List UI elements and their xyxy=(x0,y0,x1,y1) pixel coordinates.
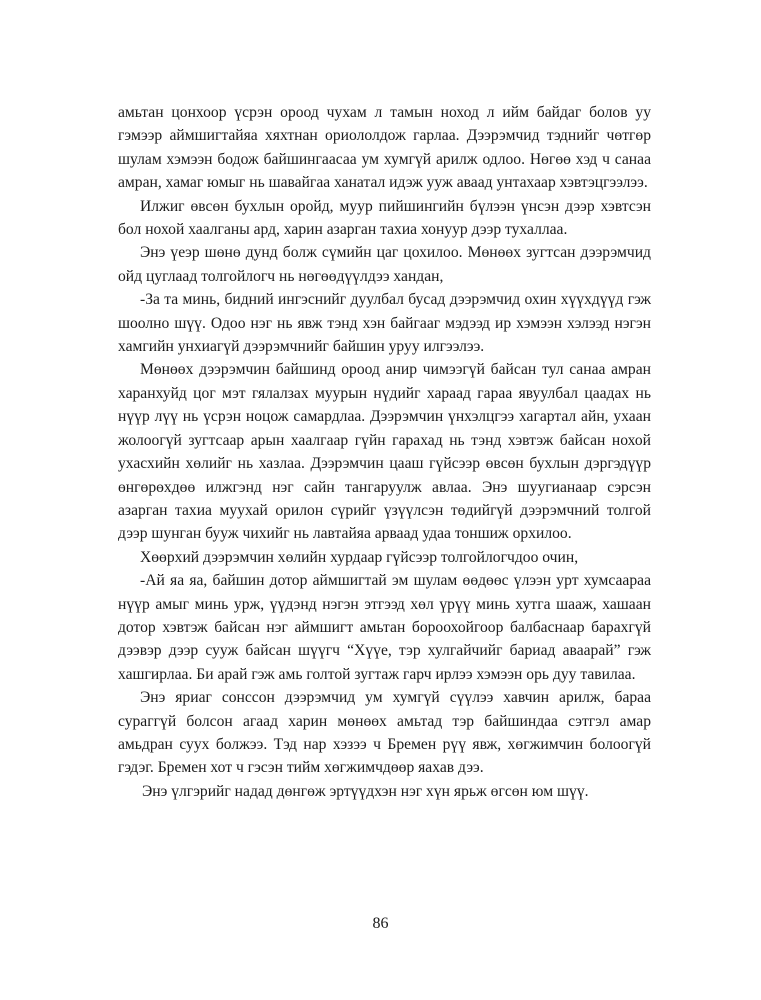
paragraph-1: амьтан цонхоор үсрэн ороод чухам л тамын ноход л ийм байдаг болов уу гэмээр аймшигтайяа хяхтнан ориололдож гарлаа. Дээрэмчид тэднийг чөтгөр шулам хэмээн бодож байшингаасаа ум хумгүй арилж одлоо. Нөгөө хэд ч санаа амран, хамаг юмыг нь шавайгаа ханатал идэж ууж аваад унтахаар хэвтэцгээлээ. xyxy=(118,104,651,192)
paragraph-3: Энэ үеэр шөнө дунд болж сүмийн цаг цохилоо. Мөнөөх зугтсан дээрэмчид ойд цуглаад толгойлогч нь нөгөөдүүлдээ хандан, xyxy=(118,244,651,285)
paragraph-4: -За та минь, бидний ингэснийг дуулбал бусад дээрэмчид охин хүүхдүүд гэж шоолно шүү. Одоо нэг нь явж тэнд хэн байгааг мэдээд ир хэмээн хэлээд нэгэн хамгийн унхиагүй дээрэмчнийг байшин уруу илгээлээ. xyxy=(118,291,651,356)
paragraph-6: Хөөрхий дээрэмчин хөлийн хурдаар гүйсээр толгойлогчдоо очин, xyxy=(140,548,579,566)
paragraph-8: Энэ яриаг сонссон дээрэмчид ум хумгүй сүүлээ хавчин арилж, бараа сураггүй болсон агаад харин мөнөөх амьтад тэр байшиндаа сэтгэл амар амьдран суух болжээ. Тэд нар хэзээ ч Бремен рүү явж, хөгжимчин болоогүй гэдэг. Бремен хот ч гэсэн тийм хөгжимчдөөр яахав дээ. xyxy=(118,689,651,777)
paragraph-7: -Ай яа яа, байшин дотор аймшигтай эм шулам өөдөөс үлээн урт хумсаараа нүүр амыг минь урж, үүдэнд нэгэн этгээд хөл үрүү минь хутга шааж, хашаан дотор хэвтэж байсан нэг аймшигт амьтан бороохойгоор балбаснаар барахгүй дээвэр дээр сууж байсан шүүгч “Хүүе, тэр хулгайчийг бариад аваарай” гэж хашгирлаа. Би арай гэж амь голтой зугтаж гарч ирлээ хэмээн орь дуу тавилаа. xyxy=(118,572,651,683)
paragraph-5: Мөнөөх дээрэмчин байшинд ороод анир чимээгүй байсан тул санаа амран харанхуйд цог мэт гялалзах муурын нүдийг хараад гараа явуулбал цаадах нь нүүр лүү нь үсрэн ноцож самардлаа. Дээрэмчин үнхэлцгээ хагартал айн, ухаан жолоогүй зугтсаар арын хаалгаар гүйн гарахад нь тэнд хэвтэж байсан нохой ухасхийн хөлийг нь хазлаа. Дээрэмчин цааш гүйсээр өвсөн бухлын дэргэдүүр өнгөрөхдөө илжгэнд нэг сайн тангаруулж авлаа. Энэ шуугианаар сэрсэн азарган тахиа муухай орилон сүрийг үзүүлсэн төдийгүй дээрэмчний толгой дээр шунган бууж чихийг нь лавтайяа арваад удаа тоншиж орхилоо. xyxy=(118,361,651,543)
paragraph-9: Энэ үлгэрийг надад дөнгөж эртүүдхэн нэг хүн ярьж өгсөн юм шүү. xyxy=(142,782,589,800)
page-number: 86 xyxy=(372,915,389,932)
body-text xyxy=(118,101,651,803)
paragraph-2: Илжиг өвсөн бухлын оройд, муур пийшингийн бүлээн үнсэн дээр хэвтсэн бол нохой хаалганы ард, харин азарган тахиа хонуур дээр тухаллаа. xyxy=(118,197,651,239)
